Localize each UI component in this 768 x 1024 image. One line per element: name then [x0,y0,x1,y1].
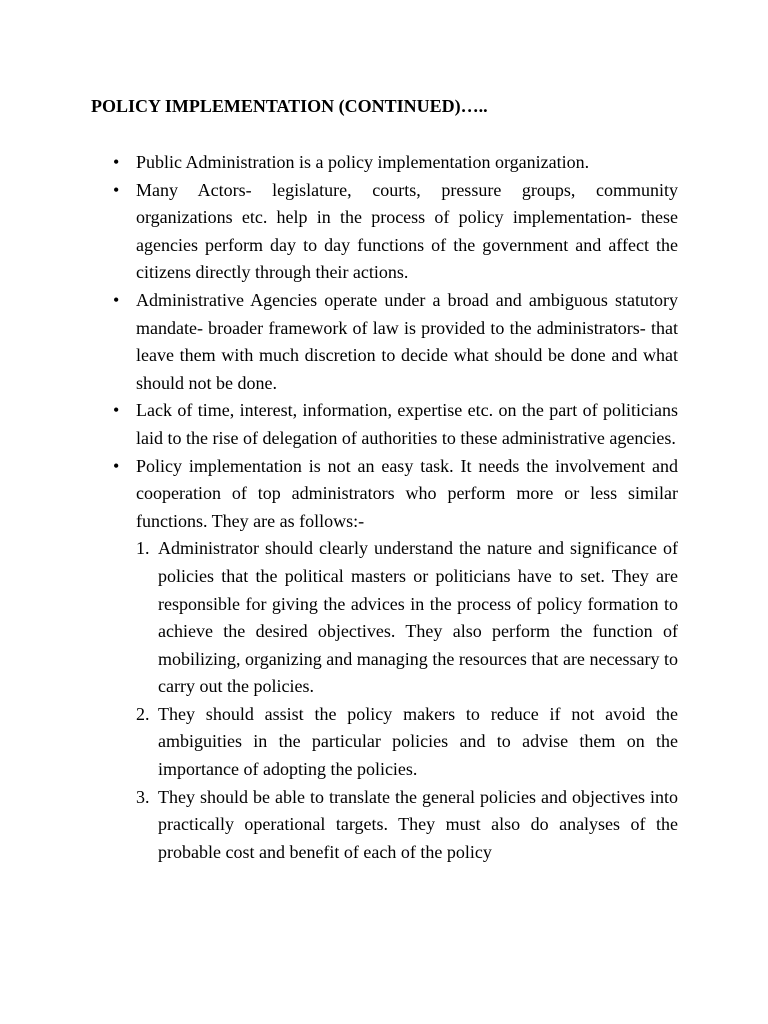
bullet-item [113,177,678,287]
bullet-text: Public Administration is a policy implementation organization. [136,152,590,172]
item-number: 3. [136,786,150,807]
bullet-icon: • [113,152,120,172]
bullet-text: Lack of time, interest, information, expertise etc. on the part of politicians laid to the rise of delegation of authorities to these administrative agencies. [136,400,678,448]
bullet-item [113,397,678,452]
numbered-item-text: They should be able to translate the general policies and objectives into practically operational targets. They must also do analyses of the probable cost and benefit of each of the policy [158,786,678,862]
numbered-item [136,535,678,701]
bullet-text: Policy implementation is not an easy task. It needs the involvement and cooperation of top administrators who perform more or less similar functions. They are as follows:- [136,455,678,531]
numbered-item-text: Administrator should clearly understand the nature and significance of policies that the political masters or politicians have to set. They are responsible for giving the advices in the process of policy formation to achieve the desired objectives. They also perform the function of mobilizing, organizing and managing the resources that are necessary to carry out the policies. [158,538,678,697]
numbered-list [136,535,678,866]
numbered-item-text: They should assist the policy makers to reduce if not avoid the ambiguities in the particular policies and to advise them on the importance of adopting the policies. [158,703,678,780]
bullet-icon: • [113,179,120,200]
bullet-list [113,149,678,866]
numbered-item [136,701,678,784]
item-number: 1. [136,538,150,559]
bullet-item [113,287,678,397]
bullet-icon: • [113,455,120,476]
bullet-icon: • [113,289,120,310]
bullet-text: Administrative Agencies operate under a broad and ambiguous statutory mandate- broader framework of law is provided to the administrators- that leave them with much discretion to decide what should be done and what should not be done. [136,289,678,393]
page-title: POLICY IMPLEMENTATION (CONTINUED)….. [91,96,488,116]
numbered-item [136,784,678,867]
bullet-item [113,453,678,867]
bullet-item [113,149,678,177]
bullet-text: Many Actors- legislature, courts, pressure groups, community organizations etc. help in the process of policy implementation- these agencies perform day to day functions of the government and affect the citizens directly through their actions. [136,179,678,283]
item-number: 2. [136,703,150,724]
bullet-icon: • [113,400,120,421]
